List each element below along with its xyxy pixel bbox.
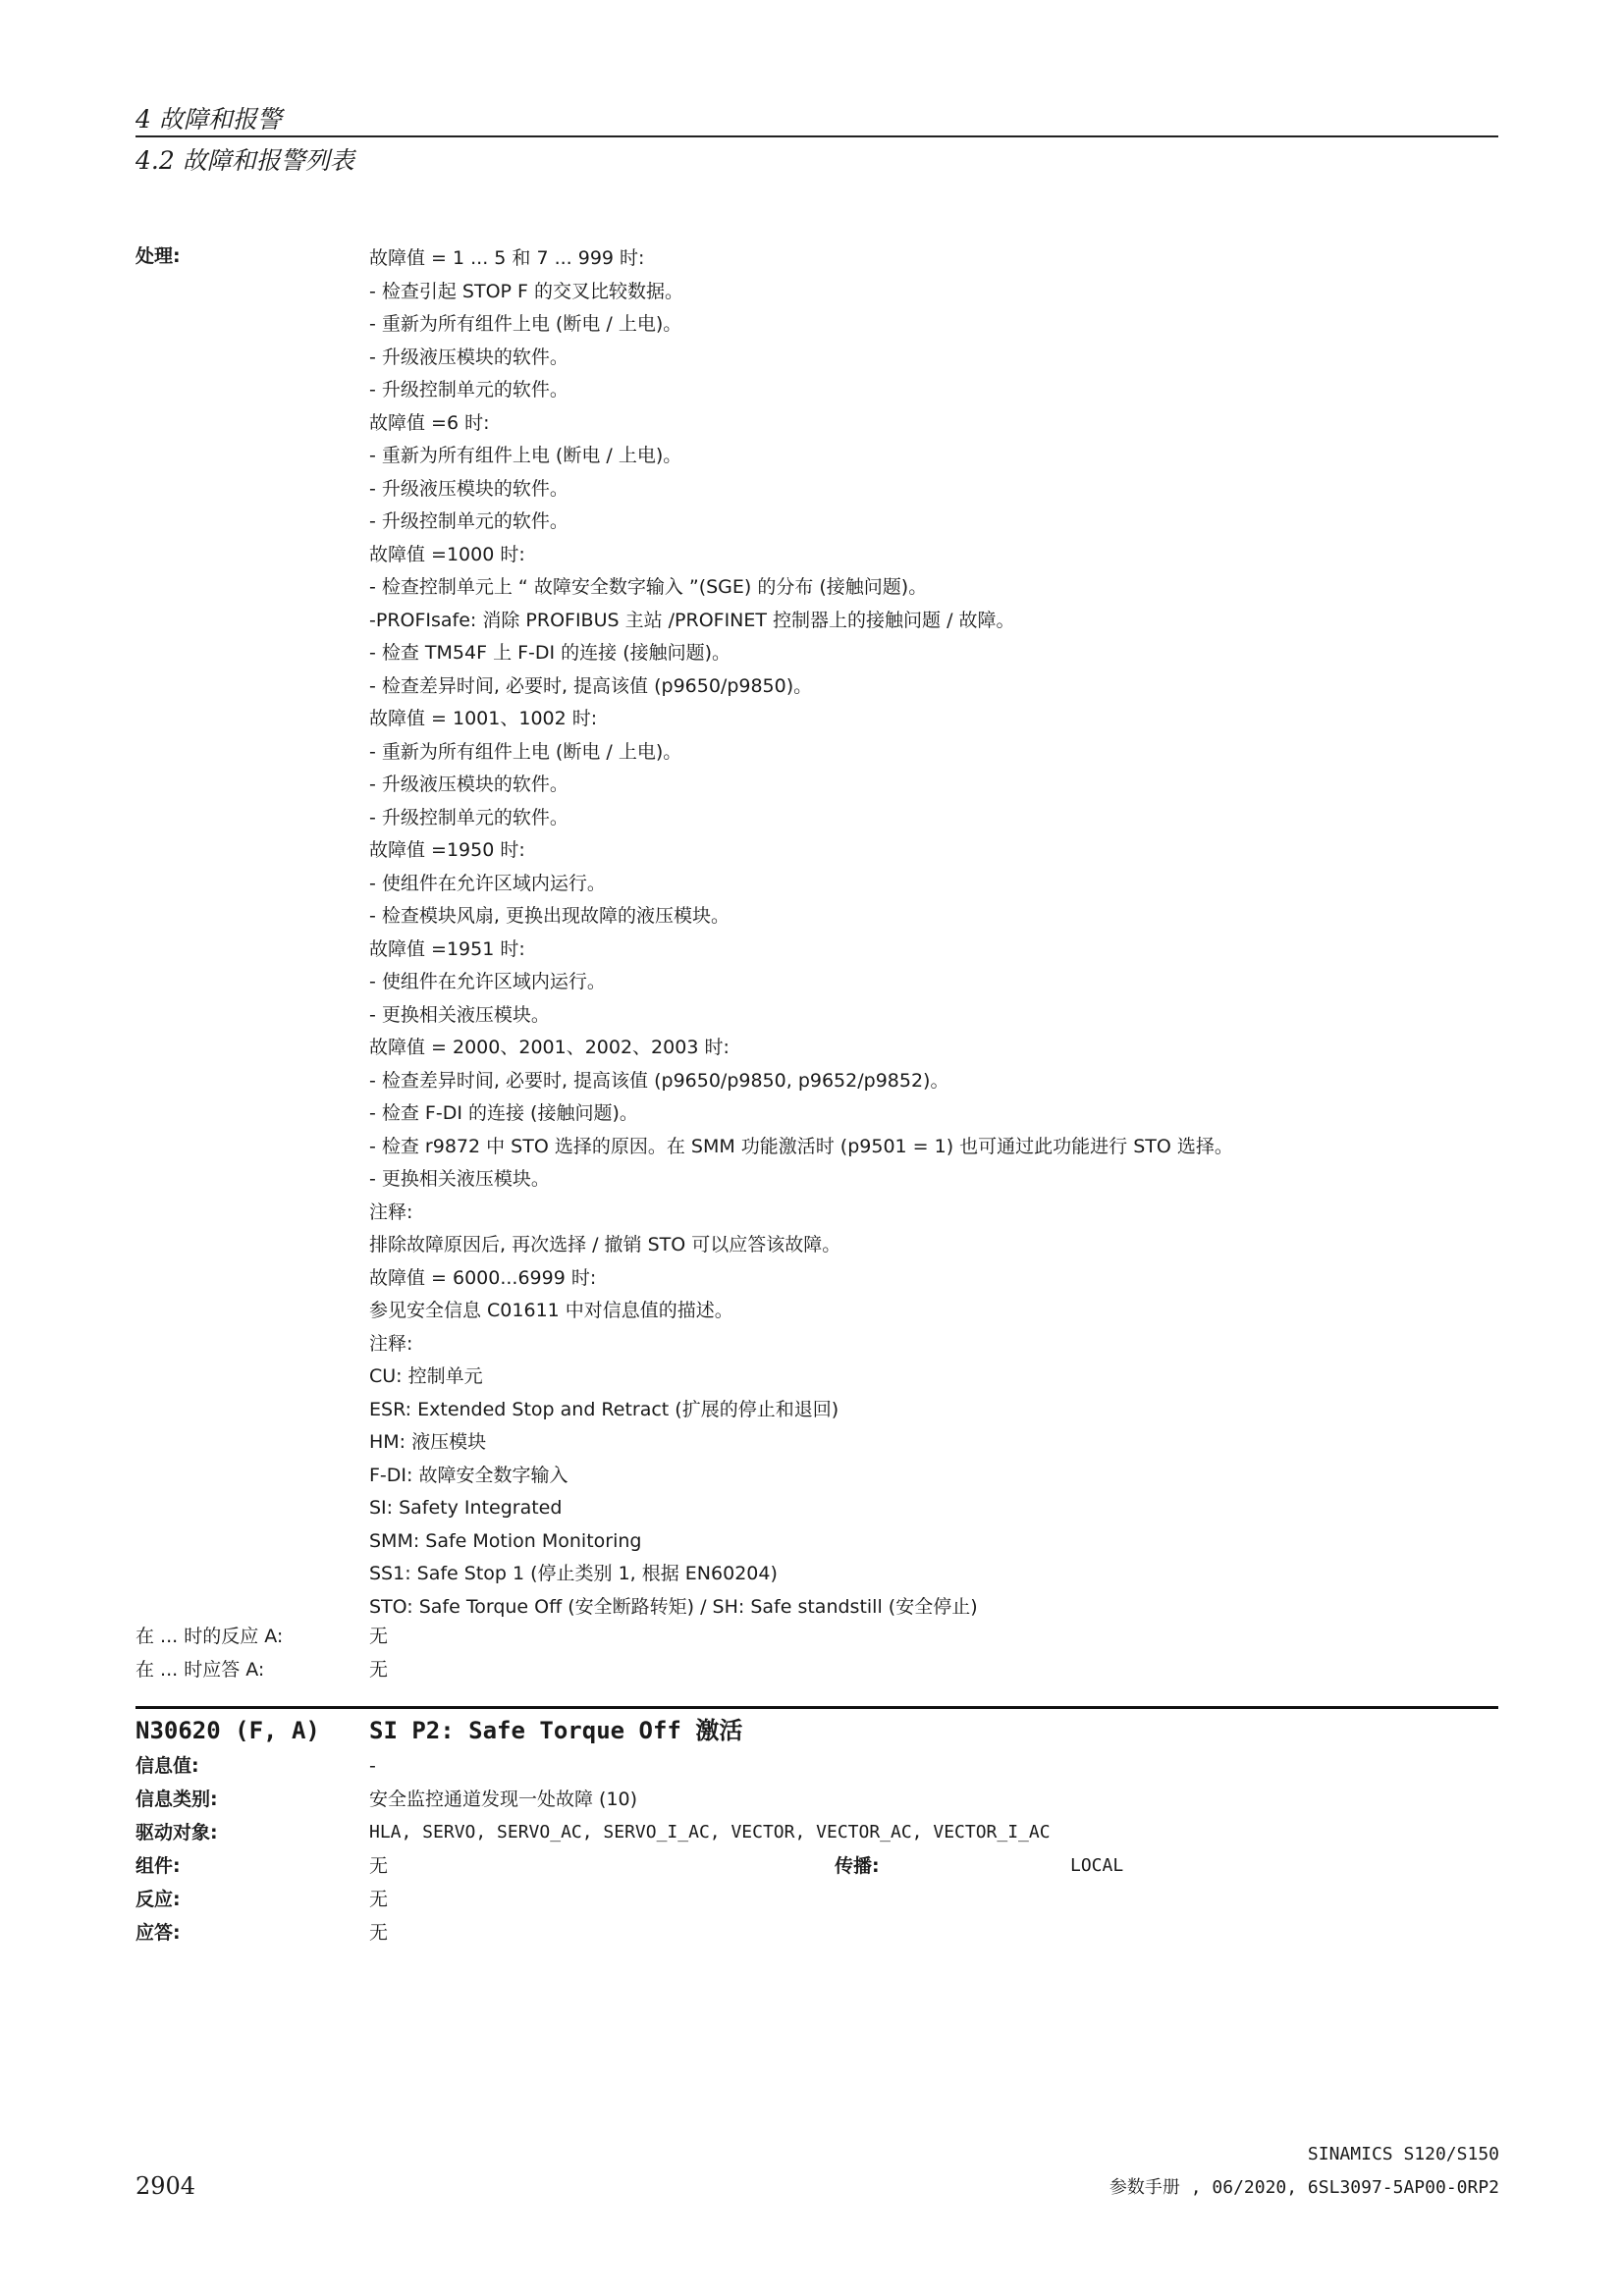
remedy-line: SS1: Safe Stop 1 (停止类别 1, 根据 EN60204) (369, 1563, 778, 1584)
remedy-line: - 检查差异时间, 必要时, 提高该值 (p9650/p9850, p9652/p9852)。 (369, 1069, 949, 1092)
chapter-heading: 4 故障和报警 (135, 104, 1498, 137)
remedy-line: - 升级控制单元的软件。 (369, 806, 568, 828)
acknowledge-label: 应答: (135, 1922, 181, 1944)
remedy-line: - 升级液压模块的软件。 (369, 477, 568, 500)
ack-at-value: 无 (369, 1659, 389, 1681)
remedy-label: 处理: (135, 245, 181, 267)
remedy-line: - 检查差异时间, 必要时, 提高该值 (p9650/p9850)。 (369, 674, 813, 697)
remedy-line: 故障值 =1951 时: (369, 937, 525, 960)
reaction-value: 无 (369, 1889, 389, 1910)
propagation-label: 传播: (835, 1855, 880, 1877)
drive-objects-label: 驱动对象: (135, 1822, 218, 1843)
remedy-line: 故障值 =1950 时: (369, 839, 525, 861)
message-class-label: 信息类别: (135, 1789, 218, 1810)
remedy-line: ESR: Extended Stop and Retract (扩展的停止和退回) (369, 1398, 839, 1420)
message-value-label: 信息值: (135, 1755, 199, 1777)
page-number: 2904 (135, 2172, 196, 2200)
propagation-value: LOCAL (1070, 1855, 1124, 1876)
remedy-line: - 检查引起 STOP F 的交叉比较数据。 (369, 280, 684, 302)
footer-manual: 参数手册 , 06/2020, 6SL3097-5AP00-0RP2 (1109, 2177, 1499, 2198)
remedy-line: - 检查模块风扇, 更换出现故障的液压模块。 (369, 905, 730, 927)
remedy-line: - 重新为所有组件上电 (断电 / 上电)。 (369, 740, 682, 763)
remedy-line: - 检查 TM54F 上 F-DI 的连接 (接触问题)。 (369, 642, 731, 664)
entry-code: N30620 (F, A) (135, 1717, 320, 1744)
remedy-line: 故障值 = 1001、1002 时: (369, 708, 598, 729)
remedy-line: 排除故障原因后, 再次选择 / 撤销 STO 可以应答该故障。 (369, 1234, 841, 1255)
remedy-line: - 检查 r9872 中 STO 选择的原因。在 SMM 功能激活时 (p9501 = 1) 也可通过此功能进行 STO 选择。 (369, 1135, 1233, 1157)
remedy-line: SMM: Safe Motion Monitoring (369, 1529, 642, 1552)
remedy-line: 参见安全信息 C01611 中对信息值的描述。 (369, 1300, 733, 1321)
footer-product: SINAMICS S120/S150 (1307, 2144, 1499, 2164)
remedy-line: - 升级液压模块的软件。 (369, 346, 568, 368)
component-value: 无 (369, 1855, 389, 1877)
reaction-label: 反应: (135, 1889, 181, 1910)
remedy-line: HM: 液压模块 (369, 1431, 487, 1453)
remedy-line: - 使组件在允许区域内运行。 (369, 971, 606, 992)
reaction-at-value: 无 (369, 1626, 389, 1647)
drive-objects-value: HLA, SERVO, SERVO_AC, SERVO_I_AC, VECTOR, VECTOR_AC, VECTOR_I_AC (369, 1822, 1051, 1842)
remedy-line: 注释: (369, 1201, 413, 1223)
remedy-line: 故障值 = 6000...6999 时: (369, 1266, 597, 1289)
remedy-line: - 更换相关液压模块。 (369, 1003, 550, 1026)
remedy-line: -PROFIsafe: 消除 PROFIBUS 主站 /PROFINET 控制器上的接触问题 / 故障。 (369, 609, 1015, 631)
remedy-line: - 更换相关液压模块。 (369, 1168, 550, 1190)
message-class-value: 安全监控通道发现一处故障 (10) (369, 1789, 638, 1810)
entry-title: SI P2: Safe Torque Off 激活 (369, 1717, 743, 1744)
remedy-line: 注释: (369, 1332, 413, 1355)
reaction-at-label: 在 ... 时的反应 A: (135, 1626, 284, 1647)
remedy-line: - 重新为所有组件上电 (断电 / 上电)。 (369, 445, 682, 466)
section-heading: 4.2 故障和报警列表 (135, 146, 354, 175)
remedy-line: - 升级液压模块的软件。 (369, 774, 568, 795)
remedy-line: 故障值 =6 时: (369, 411, 490, 434)
remedy-line: 故障值 =1000 时: (369, 543, 525, 565)
acknowledge-value: 无 (369, 1922, 389, 1944)
remedy-line: - 使组件在允许区域内运行。 (369, 872, 606, 894)
component-label: 组件: (135, 1855, 181, 1877)
remedy-line: - 检查 F-DI 的连接 (接触问题)。 (369, 1102, 638, 1124)
remedy-text-block (369, 242, 1233, 1624)
entry-separator (135, 1706, 1498, 1709)
remedy-line: SI: Safety Integrated (369, 1497, 563, 1519)
remedy-line: - 升级控制单元的软件。 (369, 379, 568, 400)
ack-at-label: 在 ... 时应答 A: (135, 1659, 265, 1681)
remedy-line: - 检查控制单元上 “ 故障安全数字输入 ”(SGE) 的分布 (接触问题)。 (369, 576, 928, 598)
remedy-line: STO: Safe Torque Off (安全断路转矩) / SH: Safe standstill (安全停止) (369, 1595, 978, 1618)
remedy-line: 故障值 = 2000、2001、2002、2003 时: (369, 1037, 730, 1058)
remedy-line: - 升级控制单元的软件。 (369, 510, 568, 532)
message-value: - (369, 1755, 376, 1777)
remedy-line: - 重新为所有组件上电 (断电 / 上电)。 (369, 313, 682, 335)
remedy-line: CU: 控制单元 (369, 1365, 483, 1387)
remedy-line: 故障值 = 1 ... 5 和 7 ... 999 时: (369, 247, 645, 269)
remedy-line: F-DI: 故障安全数字输入 (369, 1464, 568, 1486)
